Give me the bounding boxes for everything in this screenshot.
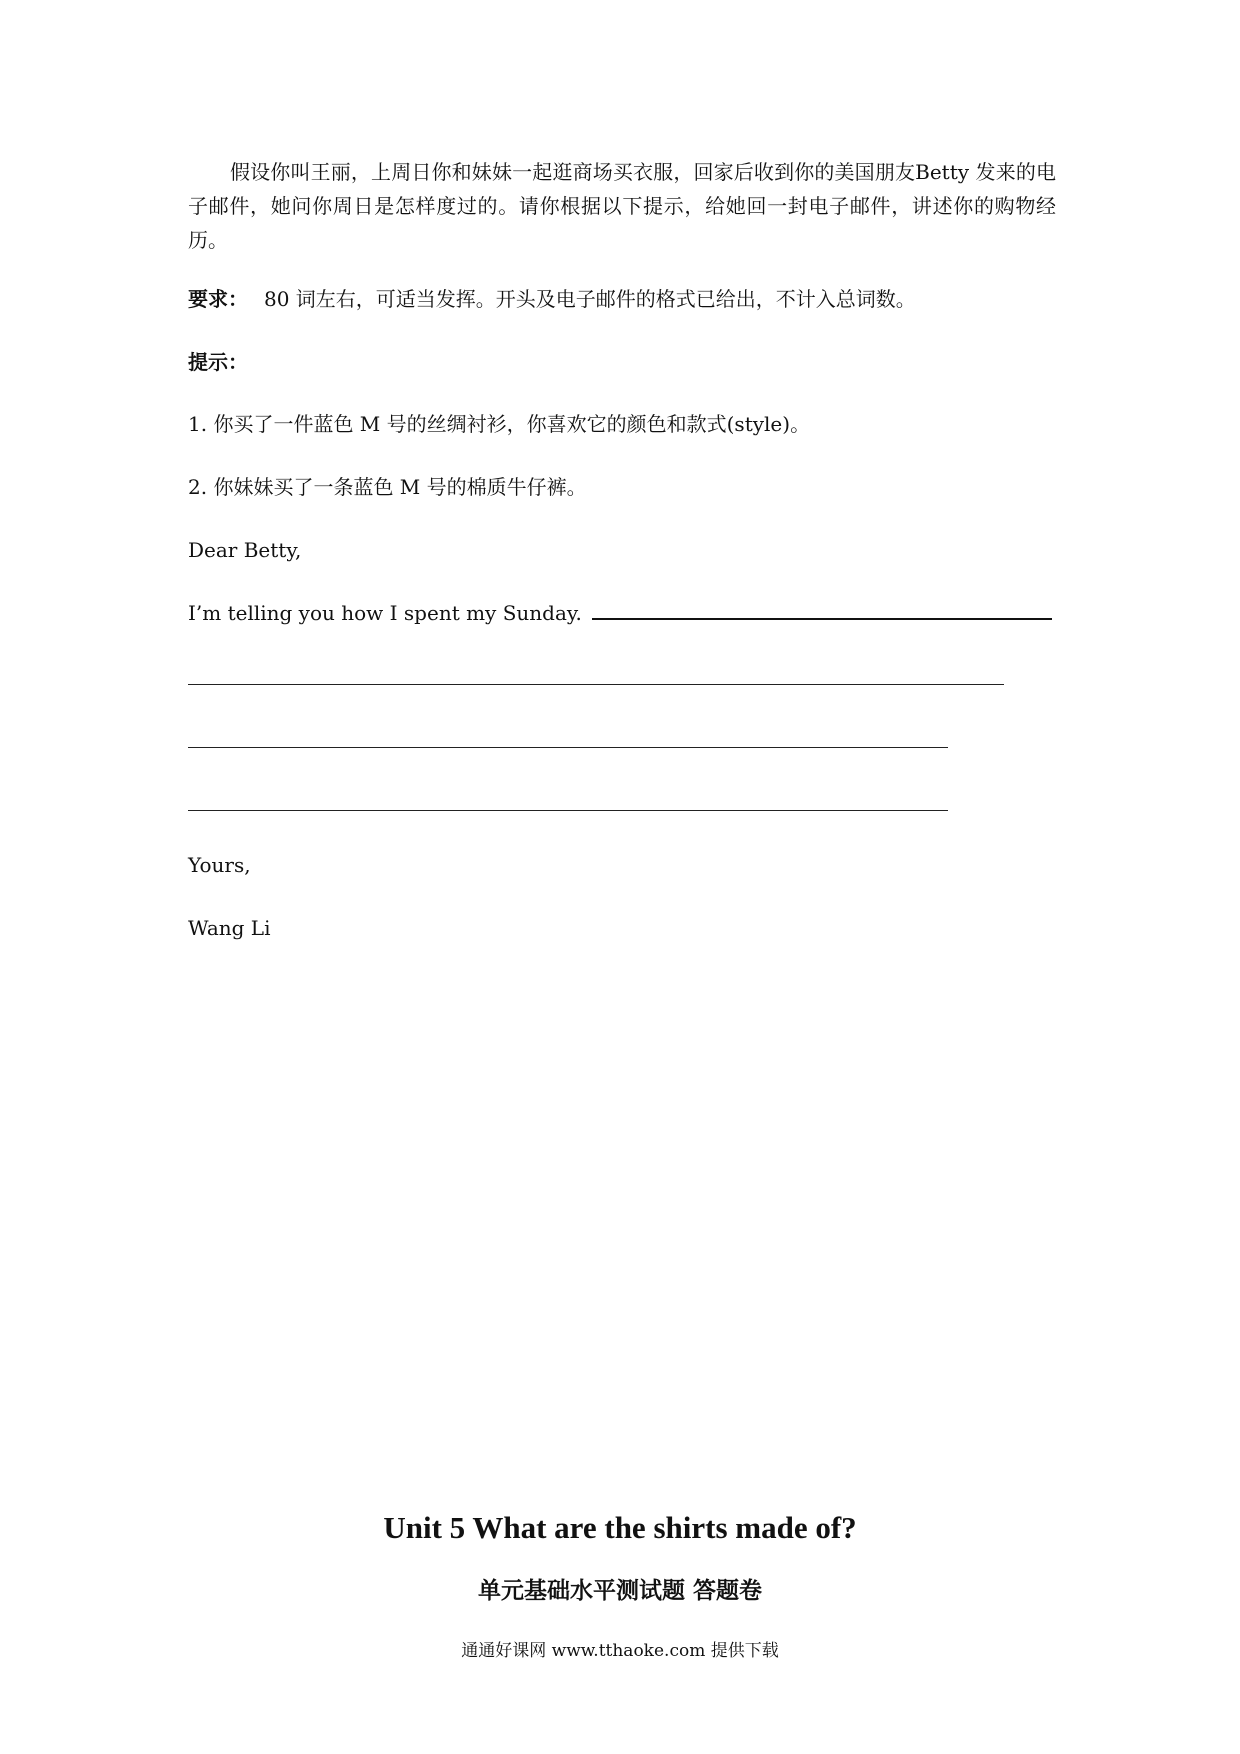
letter-opening-row (188, 596, 1052, 630)
answer-blank-line-3[interactable] (188, 747, 948, 748)
letter-opening-line: I’m telling you how I spent my Sunday. (188, 601, 582, 625)
hints-label: 提示： (188, 350, 248, 374)
requirement-line (188, 282, 916, 316)
answer-blank-line-1[interactable] (592, 618, 1052, 620)
letter-signature: Wang Li (188, 916, 271, 940)
page-footer: 通通好课网 www.tthaoke.com 提供下载 (461, 1641, 779, 1661)
requirement-label: 要求： (188, 287, 248, 311)
task-paragraph: 假设你叫王丽，上周日你和妹妹一起逛商场买衣服，回家后收到你的美国朋友Betty 发来的电子邮件，她问你周日是怎样度过的。请你根据以下提示，给她回一封电子邮件，讲述你的购物经历。 (188, 160, 1056, 252)
requirement-text: 80 词左右，可适当发挥。开头及电子邮件的格式已给出，不计入总词数。 (264, 287, 916, 311)
hint-item-2: 2. 你妹妹买了一条蓝色 M 号的棉质牛仔裤。 (188, 475, 587, 499)
answer-blank-line-2[interactable] (188, 684, 1004, 685)
letter-greeting: Dear Betty, (188, 538, 302, 562)
letter-closing: Yours, (188, 853, 251, 877)
hint-item-1: 1. 你买了一件蓝色 M 号的丝绸衬衫，你喜欢它的颜色和款式(style)。 (188, 412, 811, 436)
unit-title: Unit 5 What are the shirts made of? (383, 1510, 857, 1545)
answer-blank-line-4[interactable] (188, 810, 948, 811)
unit-subtitle: 单元基础水平测试题 答题卷 (477, 1577, 762, 1604)
